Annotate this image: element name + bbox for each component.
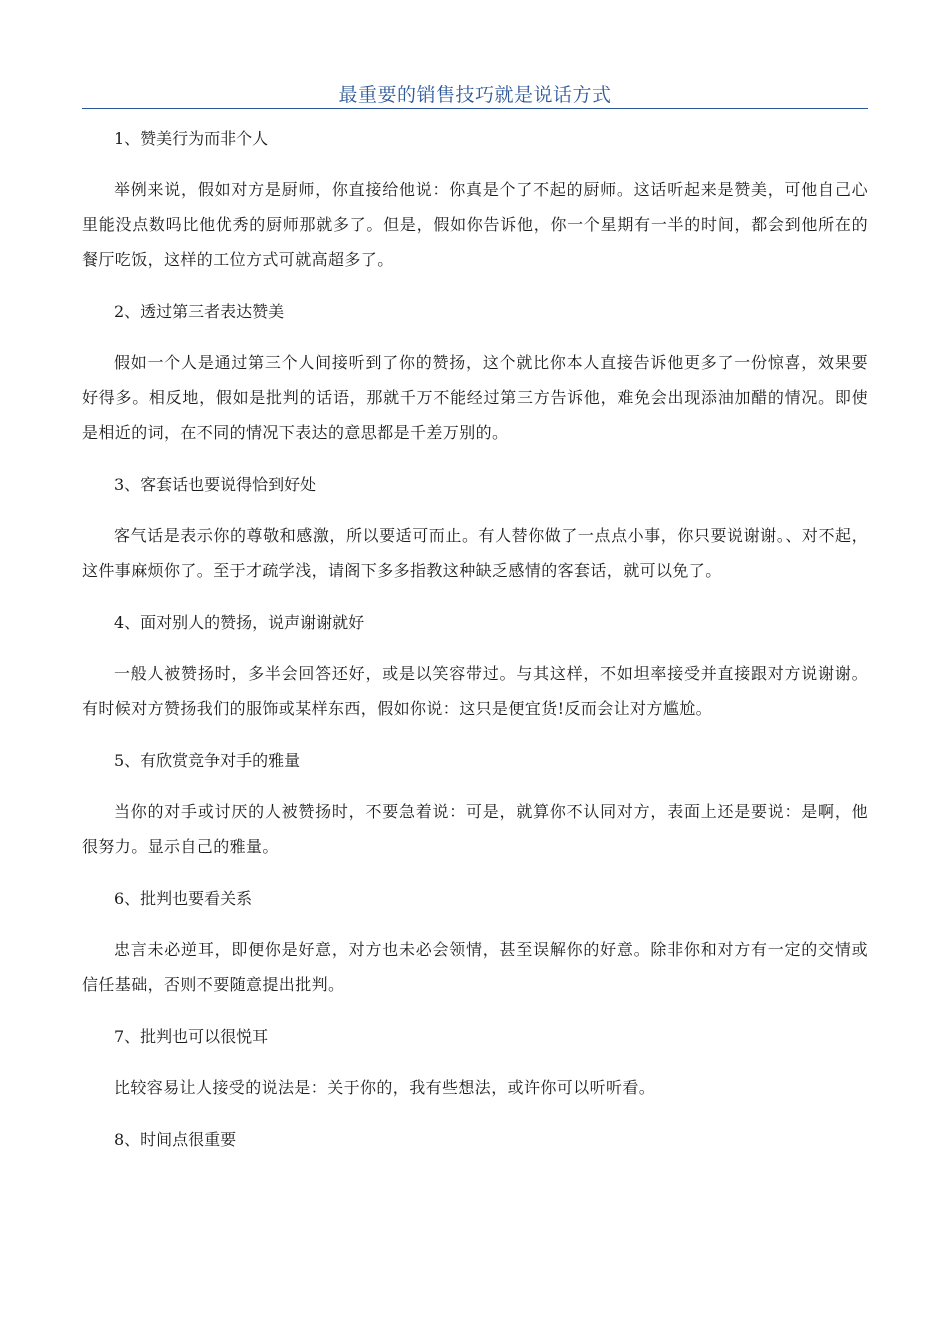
- section-heading: 6、批判也要看关系: [114, 889, 253, 908]
- section-heading: 4、面对别人的赞扬，说声谢谢就好: [114, 613, 365, 632]
- section-body: 客气话是表示你的尊敬和感激，所以要适可而止。有人替你做了一点点小事，你只要说谢谢。、对不起，这件事麻烦你了。至于才疏学浅，请阁下多多指教这种缺乏感情的客套话，就可以免了。: [82, 526, 868, 580]
- section-heading: 5、有欣赏竞争对手的雅量: [114, 751, 301, 770]
- section-body: 比较容易让人接受的说法是：关于你的，我有些想法，或许你可以听听看。: [114, 1078, 656, 1097]
- section-body: 当你的对手或讨厌的人被赞扬时，不要急着说：可是，就算你不认同对方，表面上还是要说：是啊，他很努力。显示自己的雅量。: [82, 802, 868, 856]
- section: [82, 1125, 868, 1155]
- title-divider: [82, 108, 868, 109]
- document-title: 最重要的销售技巧就是说话方式: [338, 84, 612, 106]
- section: [82, 608, 868, 726]
- section: [82, 884, 868, 1002]
- section: [82, 1022, 868, 1105]
- section-body: 假如一个人是通过第三个人间接听到了你的赞扬，这个就比你本人直接告诉他更多了一份惊喜，效果要好得多。相反地，假如是批判的话语，那就千万不能经过第三方告诉他，难免会出现添油加醋的情况。即使是相近的词，在不同的情况下表达的意思都是千差万别的。: [82, 353, 868, 442]
- section-body: 举例来说，假如对方是厨师，你直接给他说：你真是个了不起的厨师。这话听起来是赞美，可他自己心里能没点数吗比他优秀的厨师那就多了。但是，假如你告诉他，你一个星期有一半的时间，都会到他所在的餐厅吃饭，这样的工位方式可就高超多了。: [82, 180, 868, 269]
- section: [82, 124, 868, 277]
- document-content: [82, 124, 868, 1155]
- section-heading: 2、透过第三者表达赞美: [114, 302, 285, 321]
- section: [82, 297, 868, 450]
- section-heading: 7、批判也可以很悦耳: [114, 1027, 269, 1046]
- section: [82, 746, 868, 864]
- section-heading: 1、赞美行为而非个人: [114, 129, 269, 148]
- section-body: 忠言未必逆耳，即便你是好意，对方也未必会领情，甚至误解你的好意。除非你和对方有一定的交情或信任基础，否则不要随意提出批判。: [82, 940, 868, 994]
- section-body: 一般人被赞扬时，多半会回答还好，或是以笑容带过。与其这样，不如坦率接受并直接跟对方说谢谢。有时候对方赞扬我们的服饰或某样东西，假如你说：这只是便宜货!反而会让对方尴尬。: [82, 664, 868, 718]
- section: [82, 470, 868, 588]
- section-heading: 3、客套话也要说得恰到好处: [114, 475, 317, 494]
- section-heading: 8、时间点很重要: [114, 1130, 237, 1149]
